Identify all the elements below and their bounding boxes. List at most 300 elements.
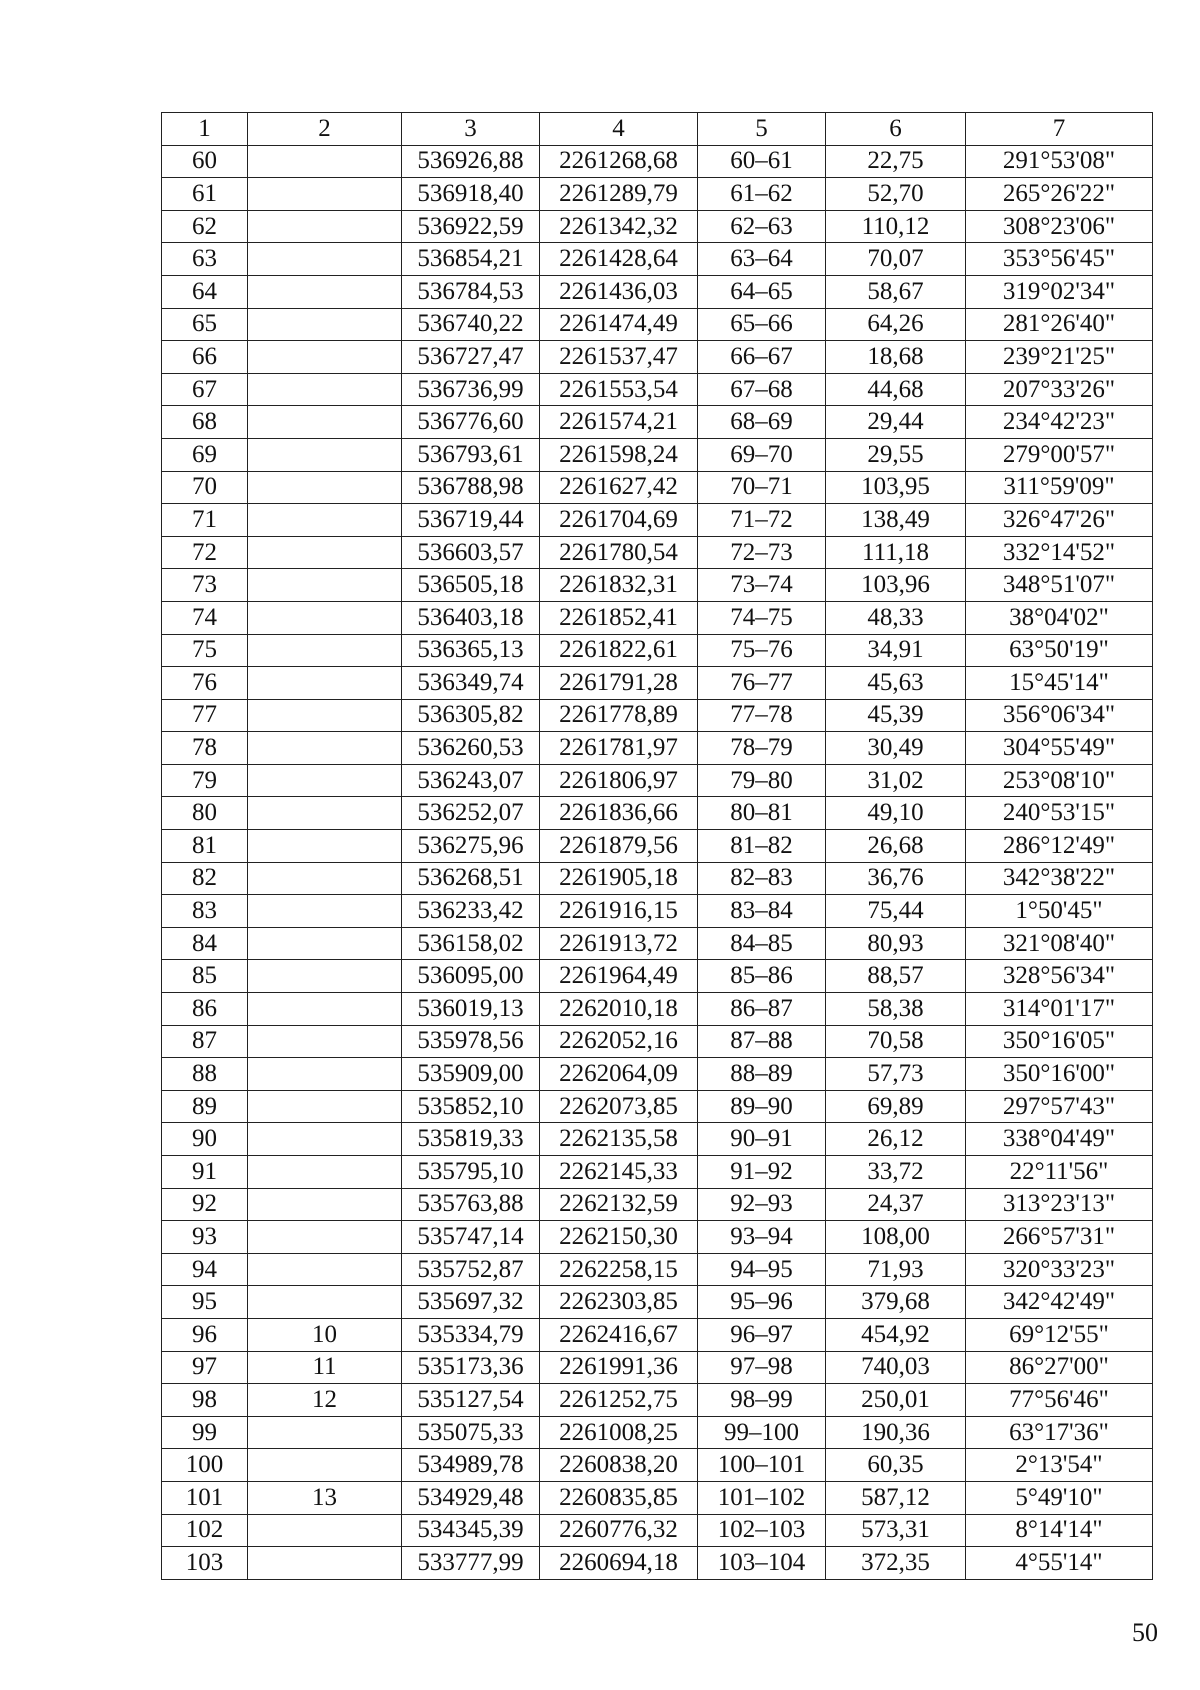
table-cell <box>248 569 402 602</box>
table-cell: 61–62 <box>698 178 826 211</box>
table-cell: 2262052,16 <box>540 1025 698 1058</box>
table-cell: 2261598,24 <box>540 438 698 471</box>
table-cell: 100–101 <box>698 1449 826 1482</box>
table-cell <box>248 308 402 341</box>
table-row <box>162 1547 1153 1580</box>
table-cell: 2261964,49 <box>540 960 698 993</box>
table-cell: 536275,96 <box>402 830 540 863</box>
table-row <box>162 927 1153 960</box>
table-cell: 94–95 <box>698 1253 826 1286</box>
table-cell: 60 <box>162 145 248 178</box>
table-cell: 80,93 <box>826 927 966 960</box>
table-cell: 22,75 <box>826 145 966 178</box>
table-cell: 2261268,68 <box>540 145 698 178</box>
table-cell: 62 <box>162 210 248 243</box>
table-body <box>162 145 1153 1579</box>
table-cell <box>248 862 402 895</box>
table-cell: 34,91 <box>826 634 966 667</box>
table-cell: 65–66 <box>698 308 826 341</box>
table-cell: 71 <box>162 504 248 537</box>
table-cell <box>248 601 402 634</box>
table-cell: 2261780,54 <box>540 536 698 569</box>
table-cell: 2260838,20 <box>540 1449 698 1482</box>
table-cell: 2261781,97 <box>540 732 698 765</box>
column-header: 7 <box>966 113 1153 146</box>
table-cell: 63°17'36" <box>966 1416 1153 1449</box>
table-cell <box>248 993 402 1026</box>
table-cell: 535075,33 <box>402 1416 540 1449</box>
table-cell: 48,33 <box>826 601 966 634</box>
table-cell: 30,49 <box>826 732 966 765</box>
table-cell: 108,00 <box>826 1221 966 1254</box>
table-cell: 239°21'25" <box>966 341 1153 374</box>
table-cell: 70 <box>162 471 248 504</box>
table-cell: 71–72 <box>698 504 826 537</box>
table-cell: 75–76 <box>698 634 826 667</box>
table-cell <box>248 536 402 569</box>
table-cell: 536268,51 <box>402 862 540 895</box>
table-row <box>162 1156 1153 1189</box>
table-cell: 101 <box>162 1481 248 1514</box>
table-cell: 78–79 <box>698 732 826 765</box>
table-cell: 45,39 <box>826 699 966 732</box>
table-cell: 87–88 <box>698 1025 826 1058</box>
table-row <box>162 275 1153 308</box>
table-cell: 2262416,67 <box>540 1318 698 1351</box>
table-row <box>162 1123 1153 1156</box>
table-cell: 297°57'43" <box>966 1090 1153 1123</box>
table-cell: 2261436,03 <box>540 275 698 308</box>
table-cell: 63°50'19" <box>966 634 1153 667</box>
table-row <box>162 1384 1153 1417</box>
table-cell: 82 <box>162 862 248 895</box>
table-cell: 70,58 <box>826 1025 966 1058</box>
table-row <box>162 406 1153 439</box>
table-cell <box>248 895 402 928</box>
table-row <box>162 1481 1153 1514</box>
table-cell: 535173,36 <box>402 1351 540 1384</box>
table-cell: 2261342,32 <box>540 210 698 243</box>
table-cell: 68–69 <box>698 406 826 439</box>
table-cell <box>248 243 402 276</box>
table-cell: 96 <box>162 1318 248 1351</box>
table-cell: 95 <box>162 1286 248 1319</box>
table-cell: 190,36 <box>826 1416 966 1449</box>
table-cell <box>248 667 402 700</box>
table-cell: 82–83 <box>698 862 826 895</box>
table-cell: 80–81 <box>698 797 826 830</box>
table-cell <box>248 1449 402 1482</box>
table-cell: 286°12'49" <box>966 830 1153 863</box>
table-cell: 13 <box>248 1481 402 1514</box>
table-cell <box>248 1221 402 1254</box>
table-cell: 535795,10 <box>402 1156 540 1189</box>
table-cell: 207°33'26" <box>966 373 1153 406</box>
table-cell: 73 <box>162 569 248 602</box>
table-cell: 2261916,15 <box>540 895 698 928</box>
table-cell: 49,10 <box>826 797 966 830</box>
table-cell: 78 <box>162 732 248 765</box>
table-cell: 67–68 <box>698 373 826 406</box>
table-cell: 2°13'54" <box>966 1449 1153 1482</box>
table-cell: 279°00'57" <box>966 438 1153 471</box>
table-cell <box>248 1514 402 1547</box>
table-cell: 350°16'05" <box>966 1025 1153 1058</box>
table-cell <box>248 830 402 863</box>
table-cell: 86–87 <box>698 993 826 1026</box>
table-cell: 110,12 <box>826 210 966 243</box>
table-cell: 338°04'49" <box>966 1123 1153 1156</box>
table-cell: 93–94 <box>698 1221 826 1254</box>
table-cell <box>248 699 402 732</box>
table-row <box>162 993 1153 1026</box>
table-cell <box>248 504 402 537</box>
table-cell: 36,76 <box>826 862 966 895</box>
table-cell: 99 <box>162 1416 248 1449</box>
table-cell: 250,01 <box>826 1384 966 1417</box>
table-cell: 342°38'22" <box>966 862 1153 895</box>
table-cell: 79 <box>162 764 248 797</box>
table-cell: 11 <box>248 1351 402 1384</box>
table-cell: 266°57'31" <box>966 1221 1153 1254</box>
table-row <box>162 667 1153 700</box>
table-cell: 15°45'14" <box>966 667 1153 700</box>
table-cell: 69,89 <box>826 1090 966 1123</box>
table-cell: 281°26'40" <box>966 308 1153 341</box>
table-cell: 291°53'08" <box>966 145 1153 178</box>
table-row <box>162 1253 1153 1286</box>
table-cell: 77–78 <box>698 699 826 732</box>
column-header: 2 <box>248 113 402 146</box>
table-cell: 2261791,28 <box>540 667 698 700</box>
table-cell: 102 <box>162 1514 248 1547</box>
table-cell: 536727,47 <box>402 341 540 374</box>
table-cell: 313°23'13" <box>966 1188 1153 1221</box>
table-cell <box>248 275 402 308</box>
table-row <box>162 1286 1153 1319</box>
table-cell: 96–97 <box>698 1318 826 1351</box>
table-cell: 90 <box>162 1123 248 1156</box>
table-cell: 97 <box>162 1351 248 1384</box>
table-cell: 100 <box>162 1449 248 1482</box>
table-row <box>162 699 1153 732</box>
table-cell: 103,95 <box>826 471 966 504</box>
table-cell <box>248 210 402 243</box>
table-cell: 536365,13 <box>402 634 540 667</box>
table-cell: 66–67 <box>698 341 826 374</box>
table-cell: 534989,78 <box>402 1449 540 1482</box>
table-cell: 64 <box>162 275 248 308</box>
table-cell: 103 <box>162 1547 248 1580</box>
table-cell: 2261553,54 <box>540 373 698 406</box>
table-row <box>162 341 1153 374</box>
table-cell: 253°08'10" <box>966 764 1153 797</box>
table-cell: 74 <box>162 601 248 634</box>
table-row <box>162 1351 1153 1384</box>
table-cell: 24,37 <box>826 1188 966 1221</box>
table-cell: 77 <box>162 699 248 732</box>
table-cell: 536505,18 <box>402 569 540 602</box>
table-cell: 536784,53 <box>402 275 540 308</box>
table-row <box>162 145 1153 178</box>
table-cell: 93 <box>162 1221 248 1254</box>
table-cell: 22°11'56" <box>966 1156 1153 1189</box>
table-cell: 83–84 <box>698 895 826 928</box>
table-cell: 95–96 <box>698 1286 826 1319</box>
table-cell: 68 <box>162 406 248 439</box>
table-row <box>162 895 1153 928</box>
table-cell: 2261913,72 <box>540 927 698 960</box>
table-cell: 84–85 <box>698 927 826 960</box>
table-header-row <box>162 113 1153 146</box>
table-cell: 66 <box>162 341 248 374</box>
table-cell: 12 <box>248 1384 402 1417</box>
table-cell: 76–77 <box>698 667 826 700</box>
table-row <box>162 438 1153 471</box>
table-cell: 65 <box>162 308 248 341</box>
table-cell: 97–98 <box>698 1351 826 1384</box>
table-row <box>162 1318 1153 1351</box>
table-row <box>162 308 1153 341</box>
table-cell: 2261704,69 <box>540 504 698 537</box>
table-cell: 103,96 <box>826 569 966 602</box>
table-row <box>162 504 1153 537</box>
table-cell: 29,44 <box>826 406 966 439</box>
table-cell: 2261627,42 <box>540 471 698 504</box>
table-cell: 265°26'22" <box>966 178 1153 211</box>
table-cell: 77°56'46" <box>966 1384 1153 1417</box>
table-cell: 2262064,09 <box>540 1058 698 1091</box>
table-cell: 320°33'23" <box>966 1253 1153 1286</box>
table-cell: 2260694,18 <box>540 1547 698 1580</box>
table-cell: 44,68 <box>826 373 966 406</box>
table-cell: 2261806,97 <box>540 764 698 797</box>
table-cell: 10 <box>248 1318 402 1351</box>
table-cell: 536776,60 <box>402 406 540 439</box>
table-row <box>162 210 1153 243</box>
table-row <box>162 830 1153 863</box>
table-cell: 2261008,25 <box>540 1416 698 1449</box>
table-cell: 2261852,41 <box>540 601 698 634</box>
table-cell <box>248 145 402 178</box>
column-header: 1 <box>162 113 248 146</box>
table-cell: 536736,99 <box>402 373 540 406</box>
table-row <box>162 1416 1153 1449</box>
table-cell: 89–90 <box>698 1090 826 1123</box>
table-cell: 2261991,36 <box>540 1351 698 1384</box>
table-cell: 2261822,61 <box>540 634 698 667</box>
table-cell: 2262135,58 <box>540 1123 698 1156</box>
table-cell: 57,73 <box>826 1058 966 1091</box>
table-cell <box>248 1188 402 1221</box>
table-cell: 536019,13 <box>402 993 540 1026</box>
table-cell: 2261905,18 <box>540 862 698 895</box>
table-cell: 342°42'49" <box>966 1286 1153 1319</box>
column-header: 3 <box>402 113 540 146</box>
table-cell: 85–86 <box>698 960 826 993</box>
table-row <box>162 601 1153 634</box>
table-cell: 536243,07 <box>402 764 540 797</box>
table-cell: 60–61 <box>698 145 826 178</box>
table-cell: 2261289,79 <box>540 178 698 211</box>
page-number: 50 <box>1132 1618 1158 1647</box>
table-cell: 88–89 <box>698 1058 826 1091</box>
table-cell <box>248 178 402 211</box>
table-cell: 138,49 <box>826 504 966 537</box>
table-cell <box>248 634 402 667</box>
table-cell: 314°01'17" <box>966 993 1153 1026</box>
table-cell: 33,72 <box>826 1156 966 1189</box>
table-cell: 5°49'10" <box>966 1481 1153 1514</box>
table-cell: 111,18 <box>826 536 966 569</box>
table-cell: 326°47'26" <box>966 504 1153 537</box>
table-cell <box>248 1547 402 1580</box>
table-cell <box>248 1416 402 1449</box>
table-cell: 536158,02 <box>402 927 540 960</box>
table-row <box>162 764 1153 797</box>
table-cell <box>248 732 402 765</box>
table-cell: 536233,42 <box>402 895 540 928</box>
table-cell: 72 <box>162 536 248 569</box>
table-cell: 29,55 <box>826 438 966 471</box>
table-cell: 61 <box>162 178 248 211</box>
table-cell: 535747,14 <box>402 1221 540 1254</box>
table-cell: 536252,07 <box>402 797 540 830</box>
table-cell: 536719,44 <box>402 504 540 537</box>
table-cell: 31,02 <box>826 764 966 797</box>
table-cell: 536305,82 <box>402 699 540 732</box>
table-cell: 535852,10 <box>402 1090 540 1123</box>
table-cell: 304°55'49" <box>966 732 1153 765</box>
table-cell: 90–91 <box>698 1123 826 1156</box>
table-cell: 38°04'02" <box>966 601 1153 634</box>
table-cell: 2262073,85 <box>540 1090 698 1123</box>
table-cell: 64,26 <box>826 308 966 341</box>
table-cell: 74–75 <box>698 601 826 634</box>
table-cell: 535978,56 <box>402 1025 540 1058</box>
table-cell <box>248 1156 402 1189</box>
table-cell: 2261428,64 <box>540 243 698 276</box>
table-cell: 62–63 <box>698 210 826 243</box>
table-cell <box>248 341 402 374</box>
table-row <box>162 471 1153 504</box>
table-cell: 350°16'00" <box>966 1058 1153 1091</box>
table-cell: 58,38 <box>826 993 966 1026</box>
table-cell: 69–70 <box>698 438 826 471</box>
table-cell: 81 <box>162 830 248 863</box>
column-header: 5 <box>698 113 826 146</box>
table-row <box>162 569 1153 602</box>
table-cell: 536854,21 <box>402 243 540 276</box>
table-row <box>162 1221 1153 1254</box>
table-row <box>162 1449 1153 1482</box>
table-cell: 60,35 <box>826 1449 966 1482</box>
table-cell: 89 <box>162 1090 248 1123</box>
table-cell: 536095,00 <box>402 960 540 993</box>
table-cell: 356°06'34" <box>966 699 1153 732</box>
table-cell: 240°53'15" <box>966 797 1153 830</box>
table-cell: 2260835,85 <box>540 1481 698 1514</box>
table-cell: 79–80 <box>698 764 826 797</box>
table-cell: 536918,40 <box>402 178 540 211</box>
table-cell: 536922,59 <box>402 210 540 243</box>
table-cell <box>248 1286 402 1319</box>
table-row <box>162 960 1153 993</box>
table-cell: 234°42'23" <box>966 406 1153 439</box>
table-cell: 536603,57 <box>402 536 540 569</box>
table-cell: 2261836,66 <box>540 797 698 830</box>
table-cell <box>248 960 402 993</box>
table-cell: 83 <box>162 895 248 928</box>
table-cell: 75,44 <box>826 895 966 928</box>
table-cell: 67 <box>162 373 248 406</box>
table-cell: 1°50'45" <box>966 895 1153 928</box>
table-cell: 63 <box>162 243 248 276</box>
table-cell: 52,70 <box>826 178 966 211</box>
table-cell: 18,68 <box>826 341 966 374</box>
table-cell: 536788,98 <box>402 471 540 504</box>
table-cell: 2261474,49 <box>540 308 698 341</box>
table-row <box>162 536 1153 569</box>
table-cell: 2262150,30 <box>540 1221 698 1254</box>
table-cell: 379,68 <box>826 1286 966 1319</box>
table-cell <box>248 373 402 406</box>
table-row <box>162 373 1153 406</box>
table-cell: 70,07 <box>826 243 966 276</box>
table-row <box>162 1514 1153 1547</box>
table-row <box>162 1058 1153 1091</box>
table-cell: 348°51'07" <box>966 569 1153 602</box>
table-cell: 535909,00 <box>402 1058 540 1091</box>
table-cell: 587,12 <box>826 1481 966 1514</box>
table-cell: 86 <box>162 993 248 1026</box>
table-cell: 99–100 <box>698 1416 826 1449</box>
table-cell: 2261778,89 <box>540 699 698 732</box>
table-cell: 98–99 <box>698 1384 826 1417</box>
table-row <box>162 862 1153 895</box>
table-cell: 45,63 <box>826 667 966 700</box>
table-cell: 2262132,59 <box>540 1188 698 1221</box>
table-cell: 328°56'34" <box>966 960 1153 993</box>
table-cell: 75 <box>162 634 248 667</box>
table-cell: 573,31 <box>826 1514 966 1547</box>
table-cell: 536403,18 <box>402 601 540 634</box>
table-cell: 353°56'45" <box>966 243 1153 276</box>
table-cell: 535697,32 <box>402 1286 540 1319</box>
table-row <box>162 1025 1153 1058</box>
table-cell <box>248 471 402 504</box>
table-cell: 536260,53 <box>402 732 540 765</box>
table-cell: 73–74 <box>698 569 826 602</box>
table-cell: 64–65 <box>698 275 826 308</box>
table-cell: 311°59'09" <box>966 471 1153 504</box>
table-cell: 69°12'55" <box>966 1318 1153 1351</box>
table-cell: 76 <box>162 667 248 700</box>
table-cell: 81–82 <box>698 830 826 863</box>
table-cell <box>248 1123 402 1156</box>
table-cell <box>248 1025 402 1058</box>
table-cell: 534345,39 <box>402 1514 540 1547</box>
table-cell: 92 <box>162 1188 248 1221</box>
table-row <box>162 797 1153 830</box>
table-cell: 536740,22 <box>402 308 540 341</box>
table-row <box>162 178 1153 211</box>
table-cell: 321°08'40" <box>966 927 1153 960</box>
table-cell: 454,92 <box>826 1318 966 1351</box>
table-cell <box>248 1058 402 1091</box>
table-row <box>162 1188 1153 1221</box>
table-cell: 88 <box>162 1058 248 1091</box>
